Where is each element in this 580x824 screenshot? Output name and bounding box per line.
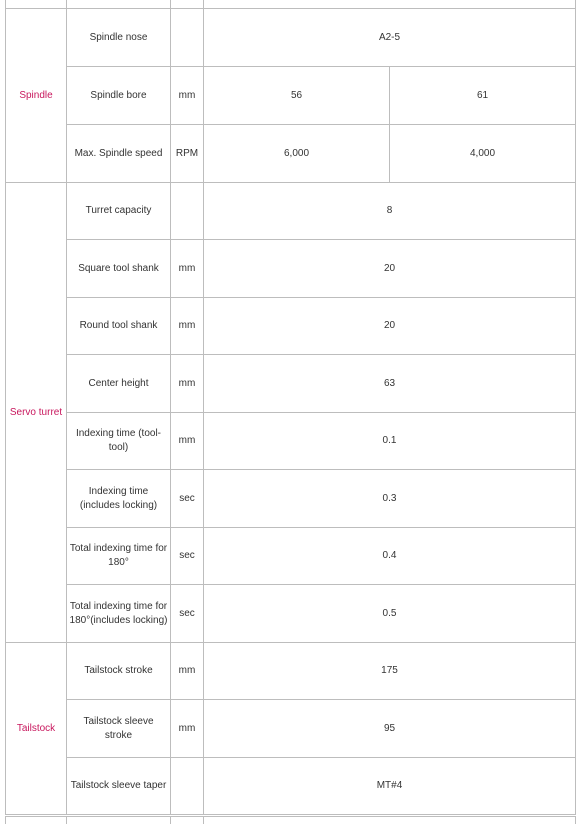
group-label-spindle: Spindle [6,9,67,183]
spec-unit: mm [171,643,204,700]
table-border-stub [66,0,67,8]
spec-label: Round tool shank [67,298,171,355]
table-border-line [5,816,576,817]
table-border-stub [66,816,67,824]
spec-value: 56 [204,67,390,125]
spec-unit: mm [171,67,204,125]
table-row [6,240,576,298]
table-border-stub [575,0,576,8]
table-border-stub [203,816,204,824]
spec-label: Max. Spindle speed [67,125,171,183]
table-border-stub [5,0,6,8]
table-row [6,470,576,528]
spec-unit: sec [171,470,204,528]
table-border-stub [170,0,171,8]
spec-value: 0.3 [204,470,576,528]
table-border-stub [203,0,204,8]
spec-label: Indexing time (includes locking) [67,470,171,528]
spec-unit: mm [171,240,204,298]
spec-value: A2-5 [204,9,576,67]
table-row [6,125,576,183]
spec-label: Spindle bore [67,67,171,125]
spec-value: 0.4 [204,528,576,585]
spec-value: 20 [204,240,576,298]
spec-value: 175 [204,643,576,700]
spec-value: MT#4 [204,758,576,815]
table-row [6,183,576,240]
spec-value: 95 [204,700,576,758]
table-border-stub [575,816,576,824]
table-border-stub [5,816,6,824]
spec-table [5,8,576,815]
table-row [6,355,576,413]
spec-unit: mm [171,413,204,470]
spec-value: 0.1 [204,413,576,470]
spec-unit [171,183,204,240]
group-label-tailstock: Tailstock [6,643,67,815]
table-row [6,643,576,700]
spec-label: Total indexing time for 180°(includes locking) [67,585,171,643]
spec-label: Total indexing time for 180° [67,528,171,585]
spec-label: Indexing time (tool-tool) [67,413,171,470]
spec-unit: mm [171,298,204,355]
spec-value: 0.5 [204,585,576,643]
table-row [6,700,576,758]
group-label-servo-turret: Servo turret [6,183,67,643]
table-row [6,585,576,643]
spec-unit [171,9,204,67]
spec-unit: sec [171,528,204,585]
spec-label: Square tool shank [67,240,171,298]
spec-value: 8 [204,183,576,240]
spec-label: Tailstock sleeve stroke [67,700,171,758]
spec-unit: mm [171,355,204,413]
table-row [6,67,576,125]
table-row [6,298,576,355]
spec-label: Tailstock stroke [67,643,171,700]
spec-label: Tailstock sleeve taper [67,758,171,815]
table-row [6,9,576,67]
spec-unit [171,758,204,815]
spec-unit: mm [171,700,204,758]
table-row [6,413,576,470]
spec-unit: sec [171,585,204,643]
spec-label: Center height [67,355,171,413]
spec-value: 20 [204,298,576,355]
spec-value: 61 [390,67,576,125]
spec-value: 4,000 [390,125,576,183]
spec-unit: RPM [171,125,204,183]
table-border-stub [170,816,171,824]
spec-label: Turret capacity [67,183,171,240]
table-row [6,528,576,585]
spec-value: 6,000 [204,125,390,183]
spec-label: Spindle nose [67,9,171,67]
table-row [6,758,576,815]
spec-value: 63 [204,355,576,413]
